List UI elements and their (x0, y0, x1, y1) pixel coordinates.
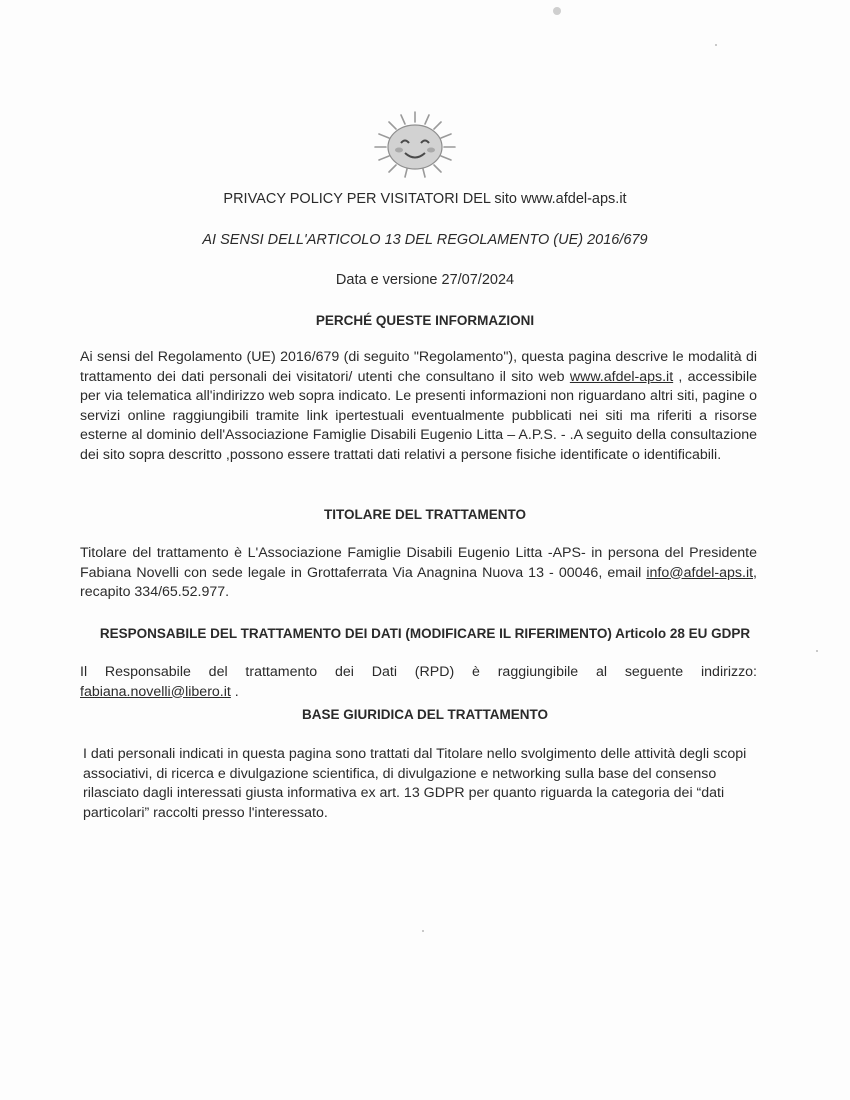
paragraph-base-giuridica: I dati personali indicati in questa pagina sono trattati dal Titolare nello svolgimento delle attività degli scopi associativi, di ricerca e divulgazione scientifica, di divulgazione e networking sulla base del consenso rilasciato dagli interessati giusta informativa ex art. 13 GDPR per quanto riguarda la categoria dei “dati particolari” raccolti presso l'interessato. (83, 746, 747, 821)
paragraph-perche (80, 348, 757, 465)
heading-base-giuridica: BASE GIURIDICA DEL TRATTAMENTO (302, 707, 548, 722)
paragraph-text: Titolare del trattamento è L'Associazione Famiglie Disabili Eugenio Litta -APS- in persona del Presidente Fabiana Novelli con sede legale in Grottaferrata Via Anagnina Nuova 13 - 00046, email (80, 545, 757, 581)
paragraph-responsabile (80, 663, 757, 702)
paragraph-text: , recapito 334/65.52.977. (80, 564, 757, 600)
scan-speck (715, 44, 717, 46)
paragraph-titolare (80, 544, 757, 603)
scan-speck (553, 7, 561, 15)
heading-perche: PERCHÉ QUESTE INFORMAZIONI (315, 313, 535, 328)
email-link-rpd[interactable]: fabiana.novelli@libero.it (80, 683, 231, 700)
document-subtitle: AI SENSI DELL'ARTICOLO 13 DEL REGOLAMENTO (UE) 2016/679 (202, 232, 648, 248)
paragraph-text: Ai sensi del Regolamento (UE) 2016/679 (di seguito "Regolamento"), questa pagina descrive le modalità di trattamento dei dati personali dei visitatori/ utenti che consultano il sito web (80, 349, 757, 385)
email-link-info[interactable]: info@afdel-aps.it (646, 564, 754, 581)
website-link[interactable]: www.afdel-aps.it (569, 368, 674, 385)
heading-responsabile: RESPONSABILE DEL TRATTAMENTO DEI DATI (MODIFICARE IL RIFERIMENTO) Articolo 28 EU GDPR (99, 626, 751, 641)
document-version: Data e versione 27/07/2024 (335, 272, 515, 288)
scan-speck (422, 930, 424, 932)
scan-speck (816, 650, 818, 652)
paragraph-text: Il Responsabile del trattamento dei Dati (RPD) è raggiungibile al seguente indirizzo: (80, 664, 757, 680)
heading-titolare: TITOLARE DEL TRATTAMENTO (324, 507, 526, 522)
smiling-sun-icon (365, 110, 465, 180)
document-title: PRIVACY POLICY PER VISITATORI DEL sito www.afdel-aps.it (223, 191, 627, 207)
paragraph-text: , accessibile per via telematica all'indirizzo web sopra indicato. Le presenti informazioni non riguardano altri siti, pagine o servizi online raggiungibili tramite link ipertestuali eventualmente pubblicati nei siti ma riferiti a risorse esterne al dominio dell'Associazione Famiglie Disabili Eugenio Litta – A.P.S. - .A seguito della consultazione dei sito sopra descritto ,possono essere trattati dati relativi a persone fisiche identificate o identificabili. (80, 368, 758, 463)
paragraph-text: . (230, 683, 239, 700)
